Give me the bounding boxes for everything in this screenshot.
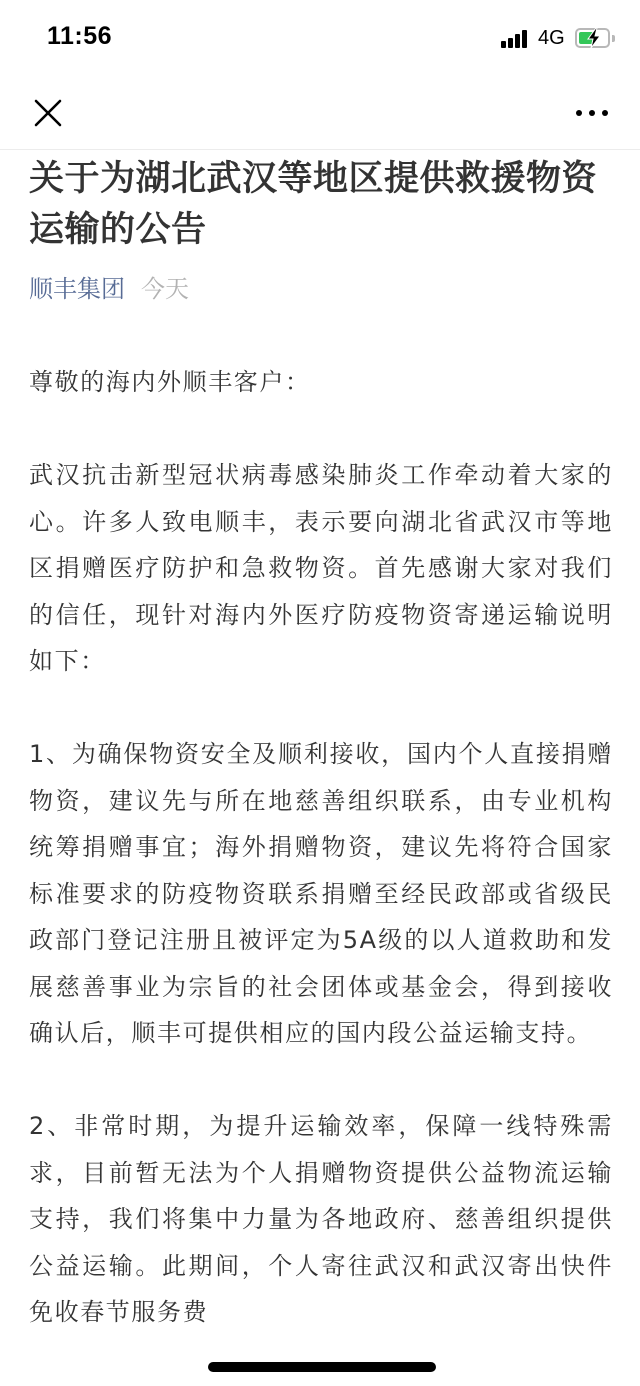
- article-title: 关于为湖北武汉等地区提供救援物资运输的公告: [29, 159, 598, 250]
- battery-icon: [575, 28, 610, 48]
- more-icon-dot: [589, 110, 595, 116]
- home-indicator[interactable]: [208, 1362, 436, 1372]
- publish-date: 今天: [141, 275, 189, 303]
- more-icon-dot: [602, 110, 608, 116]
- status-bar: [0, 0, 640, 80]
- signal-icon: [501, 30, 531, 48]
- battery-cap: [612, 35, 615, 42]
- network-type: 4G: [538, 27, 565, 49]
- close-icon: [30, 95, 66, 131]
- more-button[interactable]: [572, 100, 612, 126]
- more-icon-dot: [576, 110, 582, 116]
- article-meta: [29, 269, 613, 309]
- author-link[interactable]: 顺丰集团: [29, 275, 125, 303]
- item-1-paragraph: 1、为确保物资安全及顺利接收，国内个人直接捐赠物资，建议先与所在地慈善组织联系，由专业机构统筹捐赠事宜；海外捐赠物资，建议先将符合国家标准要求的防疫物资联系捐赠至经民政部或省级民政部门登记注册且被评定为5A级的以人道救助和发展慈善事业为宗旨的社会团体或基金会，得到接收确认后，顺丰可提供相应的国内段公益运输支持。: [29, 740, 613, 1047]
- item-2-paragraph: 2、非常时期，为提升运输效率，保障一线特殊需求，目前暂无法为个人捐赠物资提供公益物流运输支持，我们将集中力量为各地政府、慈善组织提供公益运输。此期间，个人寄往武汉和武汉寄出快件免收春节服务费: [29, 1112, 613, 1326]
- article-body: [29, 359, 613, 1336]
- charging-bolt-icon: [585, 28, 603, 48]
- intro-paragraph: 武汉抗击新型冠状病毒感染肺炎工作牵动着大家的心。许多人致电顺丰，表示要向湖北省武汉市等地区捐赠医疗防护和急救物资。首先感谢大家对我们的信任，现针对海内外医疗防疫物资寄递运输说明如下：: [29, 461, 613, 675]
- article: [29, 150, 613, 1336]
- status-time: 11:56: [47, 22, 113, 50]
- greeting-paragraph: 尊敬的海内外顺丰客户：: [29, 368, 311, 396]
- nav-bar: [0, 80, 640, 150]
- close-button[interactable]: [30, 95, 66, 131]
